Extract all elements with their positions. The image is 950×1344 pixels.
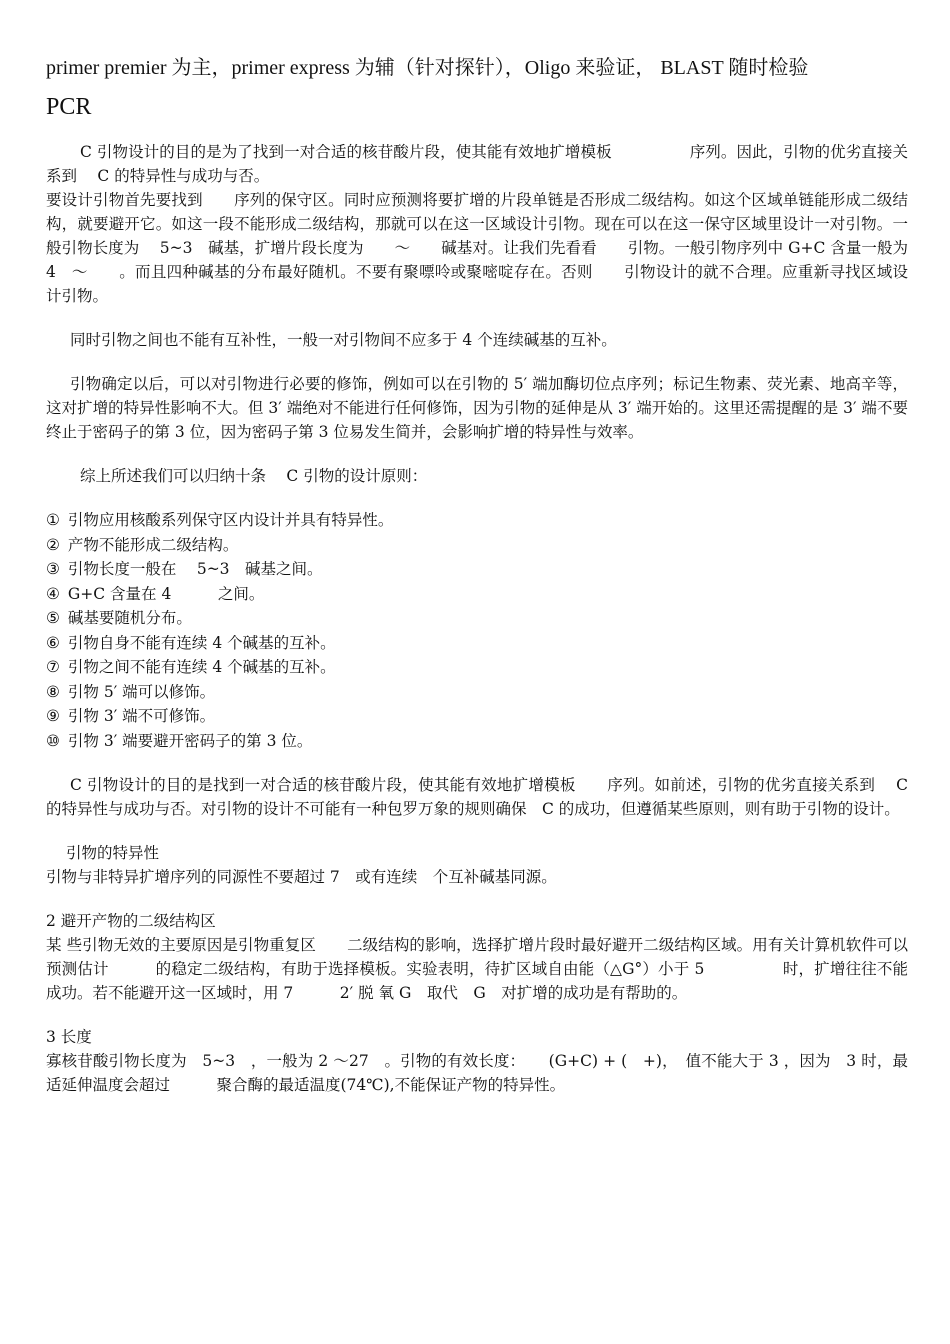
list-item: ⑦ 引物之间不能有连续 4 个碱基的互补。 (46, 658, 336, 676)
section-specificity (46, 841, 908, 889)
list-item: ③ 引物长度一般在 5~3 碱基之间。 (46, 560, 323, 578)
list-item: ⑤ 碱基要随机分布。 (46, 609, 192, 627)
principles-list (46, 508, 908, 753)
list-item: ⑩ 引物 3′ 端要避开密码子的第 3 位。 (46, 731, 313, 750)
section-body: 寡核苷酸引物长度为 5~3 ，一般为 2 ～27 。引物的有效长度： (G+C) + ( +)， 值不能大于 3 ，因为 3 时，最适延伸温度会超过 聚合酶的最适温度(74℃),不能保证产物的特异性。 (46, 1052, 908, 1094)
document-heading: PCR (46, 94, 92, 120)
section-body: 某 些引物无效的主要原因是引物重复区 二级结构的影响，选择扩增片段时最好避开二级结构区域。用有关计算机软件可以预测估计 的稳定二级结构，有助于选择模板。实验表明，待扩区域自由能（△G°）小于 5 时，扩增往往不能成功。若不能避开这一区域时，用 7 2′ 脱 氧 G 取代 G 对扩增的成功是有帮助的。 (46, 936, 908, 1002)
second-intro-paragraph: C 引物设计的目的是找到一对合适的核苷酸片段，使其能有效地扩增模板 序列。如前述，引物的优劣直接关系到 C 的特异性与成功与否。对引物的设计不可能有一种包罗万象的规则确保 C 的成功，但遵循某些原则，则有助于引物的设计。 (46, 776, 908, 818)
section-length (46, 1025, 908, 1097)
list-item: ④ G+C 含量在 4 之间。 (46, 584, 265, 603)
section-secondary-structure (46, 909, 908, 1005)
list-item: ② 产物不能形成二级结构。 (46, 535, 239, 554)
document-page (46, 54, 908, 1097)
section-heading: 引物的特异性 (66, 844, 160, 862)
intro-paragraph: C 引物设计的目的是为了找到一对合适的核苷酸片段，使其能有效地扩增模板 序列。因此，引物的优劣直接关系到 C 的特异性与成功与否。 (46, 143, 908, 185)
document-title: primer premier 为主，primer express 为辅（针对探针），Oligo 来验证， BLAST 随时检验 (46, 57, 809, 79)
conserved-region-paragraph: 要设计引物首先要找到 序列的保守区。同时应预测将要扩增的片段单链是否形成二级结构。如这个区域单链能形成二级结构，就要避开它。如这一段不能形成二级结构，那就可以在这一区域设计引物。现在可以在这一保守区域里设计一对引物。一般引物长度为 5~3 碱基，扩增片段长度为 ～ 碱基对。让我们先看看 引物。一般引物序列中 G+C 含量一般为 4 ～ 。而且四种碱基的分布最好随机。不要有聚嘌呤或聚嘧啶存在。否则 引物设计的就不合理。应重新寻找区域设计引物。 (46, 191, 908, 305)
section-heading: 2 避开产物的二级结构区 (46, 912, 216, 930)
list-item: ⑨ 引物 3′ 端不可修饰。 (46, 707, 216, 725)
modification-paragraph: 引物确定以后，可以对引物进行必要的修饰，例如可以在引物的 5′ 端加酶切位点序列；标记生物素、荧光素、地高辛等，这对扩增的特异性影响不大。但 3′ 端绝对不能进行任何修饰，因为引物的延伸是从 3′ 端开始的。这里还需提醒的是 3′ 端不要终止于密码子的第 3 位，因为密码子第 3 位易发生简并，会影响扩增的特异性与效率。 (46, 375, 908, 441)
list-item: ⑥ 引物自身不能有连续 4 个碱基的互补。 (46, 633, 336, 652)
list-item: ① 引物应用核酸系列保守区内设计并具有特异性。 (46, 511, 394, 529)
section-heading: 3 长度 (46, 1028, 92, 1046)
complementarity-paragraph: 同时引物之间也不能有互补性，一般一对引物间不应多于 4 个连续碱基的互补。 (70, 331, 617, 349)
summary-paragraph: 综上所述我们可以归纳十条 C 引物的设计原则： (80, 467, 428, 485)
list-item: ⑧ 引物 5′ 端可以修饰。 (46, 682, 216, 701)
section-body: 引物与非特异扩增序列的同源性不要超过 7 或有连续 个互补碱基同源。 (46, 868, 557, 886)
